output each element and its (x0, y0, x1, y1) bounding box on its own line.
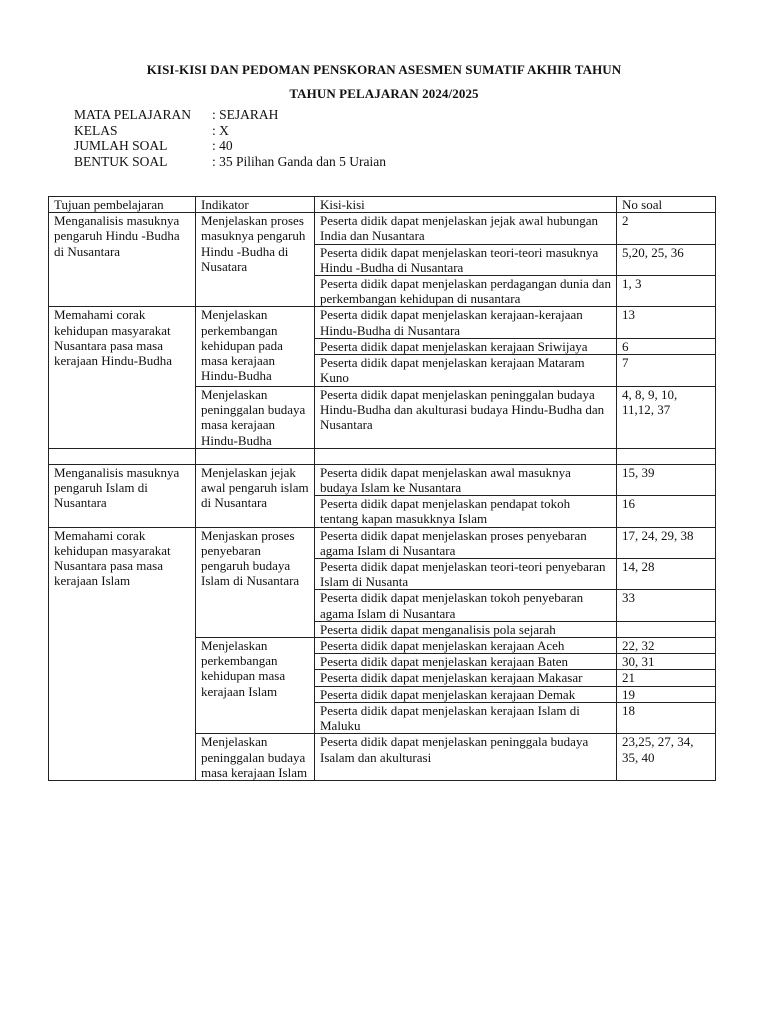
indicator-cell: Menjelaskan perkembangan kehidupan masa kerajaan Islam (196, 638, 315, 734)
indicator-cell: Menjelaskan jejak awal pengaruh islam di Nusantara (196, 464, 315, 527)
question-number-cell: 18 (617, 702, 716, 733)
table-row (49, 213, 716, 244)
question-number-cell: 16 (617, 496, 716, 527)
empty-cell (617, 448, 716, 464)
kisi-cell: Peserta didik dapat menjelaskan peninggala budaya Isalam dan akulturasi (315, 734, 617, 781)
meta-key: MATA PELAJARAN (74, 107, 192, 122)
meta-row-question-type (74, 154, 386, 170)
question-number-cell: 14, 28 (617, 559, 716, 590)
question-number-cell (617, 621, 716, 637)
kisi-cell: Peserta didik dapat menjelaskan tokoh penyebaran agama Islam di Nusantara (315, 590, 617, 621)
question-number-cell: 4, 8, 9, 10, 11,12, 37 (617, 387, 716, 449)
kisi-cell: Peserta didik dapat menjelaskan kerajaan Mataram Kuno (315, 355, 617, 387)
meta-row-question-count (74, 138, 386, 154)
header-cell: No soal (617, 197, 716, 213)
empty-cell (49, 448, 196, 464)
question-number-cell: 19 (617, 686, 716, 702)
meta-row-class (74, 123, 386, 139)
kisi-cell: Peserta didik dapat menjelaskan teori-teori penyebaran Islam di Nusanta (315, 559, 617, 590)
table-header-row (49, 197, 716, 213)
kisi-cell: Peserta didik dapat menjelaskan pendapat tokoh tentang kapan masukknya Islam (315, 496, 617, 527)
indicator-cell: Menjaskan proses penyebaran pengaruh budaya Islam di Nusantara (196, 527, 315, 637)
question-number-cell: 17, 24, 29, 38 (617, 527, 716, 558)
kisi-cell: Peserta didik dapat menjelaskan peninggalan budaya Hindu-Budha dan akulturasi budaya Hindu-Budha dan Nusantara (315, 387, 617, 449)
meta-key: BENTUK SOAL (74, 153, 168, 169)
kisi-cell: Peserta didik dapat menjelaskan jejak awal hubungan India dan Nusantara (315, 213, 617, 244)
meta-key: JUMLAH SOAL (74, 138, 168, 153)
kisi-cell: Peserta didik dapat menjelaskan kerajaan Sriwijaya (315, 338, 617, 354)
question-number-cell: 5,20, 25, 36 (617, 244, 716, 275)
question-number-cell: 21 (617, 670, 716, 686)
table-row (49, 464, 716, 495)
header-cell: Kisi-kisi (315, 197, 617, 213)
kisi-cell: Peserta didik dapat menjelaskan awal masuknya budaya Islam ke Nusantara (315, 464, 617, 495)
question-number-cell: 2 (617, 213, 716, 244)
indicator-cell: Menjelaskan peninggalan budaya masa kerajaan Islam (196, 734, 315, 781)
kisi-cell: Peserta didik dapat menjelaskan proses penyebaran agama Islam di Nusantara (315, 527, 617, 558)
tp-cell: Memahami corak kehidupan masyarakat Nusantara pasa masa kerajaan Islam (49, 527, 196, 780)
table-row (49, 527, 716, 558)
meta-value: : SEJARAH (212, 107, 279, 122)
kisi-cell: Peserta didik dapat menjelaskan kerajaan Baten (315, 654, 617, 670)
question-number-cell: 33 (617, 590, 716, 621)
meta-value: : 40 (212, 138, 233, 153)
kisi-cell: Peserta didik dapat menjelaskan teori-teori masuknya Hindu -Budha di Nusantara (315, 244, 617, 275)
table-row (49, 307, 716, 338)
kisi-cell: Peserta didik dapat menganalisis pola sejarah (315, 621, 617, 637)
kisi-cell: Peserta didik dapat menjelaskan kerajaan Makasar (315, 670, 617, 686)
kisi-cell: Peserta didik dapat menjelaskan kerajaan-kerajaan Hindu-Budha di Nusantara (315, 307, 617, 338)
question-number-cell: 6 (617, 338, 716, 354)
indicator-cell: Menjelaskan proses masuknya pengaruh Hindu -Budha di Nusatara (196, 213, 315, 307)
indicator-cell: Menjelaskan peninggalan budaya masa kerajaan Hindu-Budha (196, 387, 315, 449)
document-meta (74, 107, 386, 169)
meta-value: : 35 Pilihan Ganda dan 5 Uraian (212, 153, 386, 169)
question-number-cell: 1, 3 (617, 276, 716, 307)
blueprint-table (48, 196, 716, 781)
header-cell: Tujuan pembelajaran (49, 197, 196, 213)
document-title: KISI-KISI DAN PEDOMAN PENSKORAN ASESMEN SUMATIF AKHIR TAHUN (146, 62, 622, 77)
kisi-cell: Peserta didik dapat menjelaskan kerajaan Demak (315, 686, 617, 702)
meta-row-subject (74, 107, 386, 123)
meta-value: : X (212, 122, 229, 138)
kisi-cell: Peserta didik dapat menjelaskan perdagangan dunia dan perkembangan kehidupan di nusantara (315, 276, 617, 307)
question-number-cell: 7 (617, 355, 716, 387)
question-number-cell: 22, 32 (617, 638, 716, 654)
empty-cell (196, 448, 315, 464)
question-number-cell: 23,25, 27, 34, 35, 40 (617, 734, 716, 781)
spacer-row (49, 448, 716, 464)
meta-key: KELAS (74, 122, 118, 138)
question-number-cell: 13 (617, 307, 716, 338)
tp-cell: Memahami corak kehidupan masyarakat Nusantara pasa masa kerajaan Hindu-Budha (49, 307, 196, 448)
empty-cell (315, 448, 617, 464)
tp-cell: Menganalisis masuknya pengaruh Hindu -Budha di Nusantara (49, 213, 196, 307)
document-subtitle: TAHUN PELAJARAN 2024/2025 (289, 86, 479, 101)
tp-cell: Menganalisis masuknya pengaruh Islam di Nusantara (49, 464, 196, 527)
header-cell: Indikator (196, 197, 315, 213)
indicator-cell: Menjelaskan perkembangan kehidupan pada masa kerajaan Hindu-Budha (196, 307, 315, 387)
question-number-cell: 30, 31 (617, 654, 716, 670)
question-number-cell: 15, 39 (617, 464, 716, 495)
kisi-cell: Peserta didik dapat menjelaskan kerajaan Aceh (315, 638, 617, 654)
kisi-cell: Peserta didik dapat menjelaskan kerajaan Islam di Maluku (315, 702, 617, 733)
